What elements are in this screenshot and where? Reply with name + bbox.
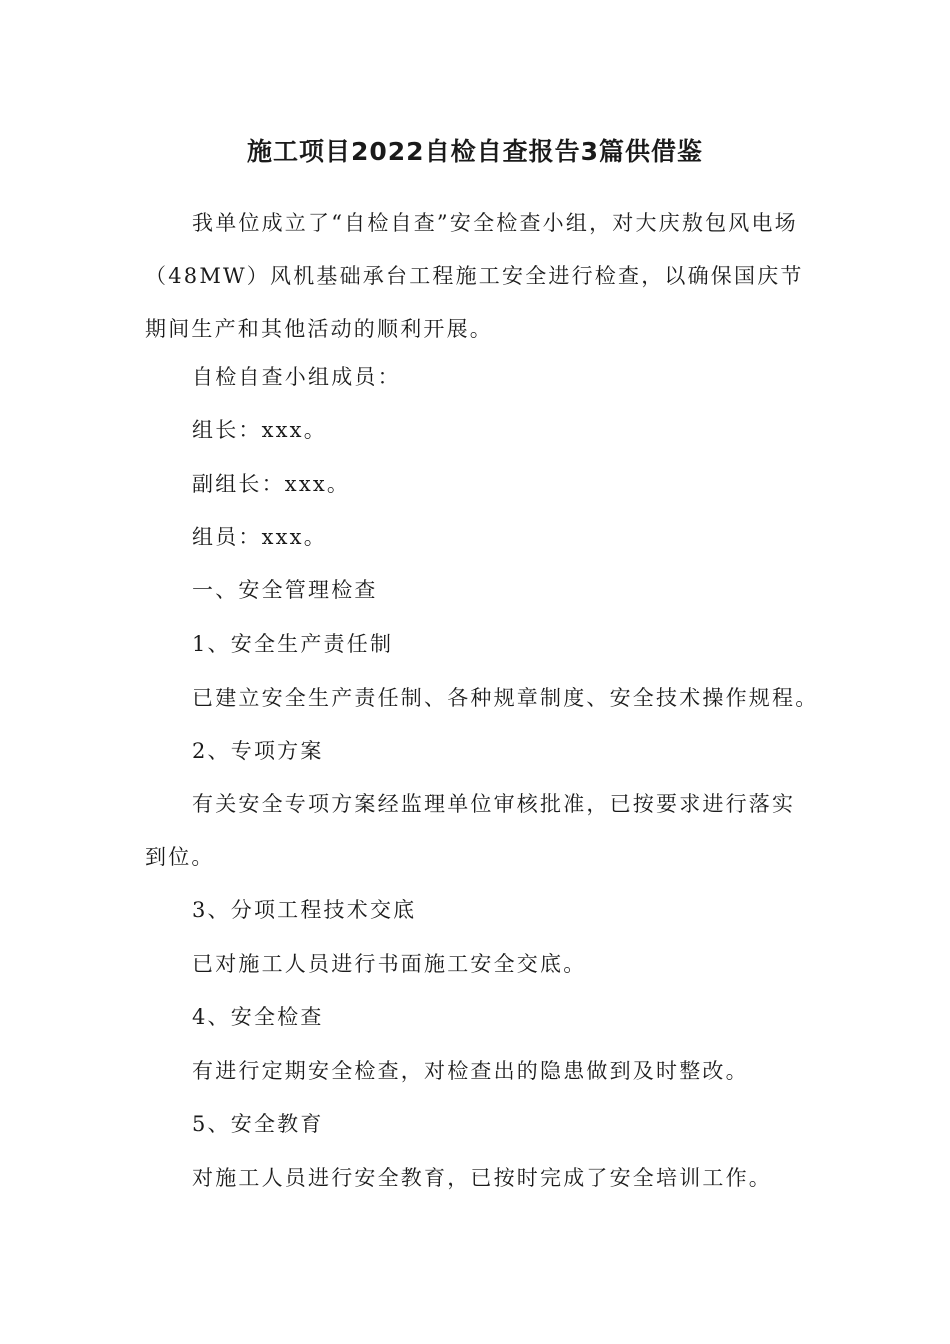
technical-briefing-text: 已对施工人员进行书面施工安全交底。	[192, 952, 587, 976]
subheading-technical-briefing: 3、分项工程技术交底	[192, 898, 417, 922]
subheading-safety-inspection: 4、安全检查	[192, 1005, 324, 1029]
special-plan-text: 有关安全专项方案经监理单位审核批准，已按要求进行落实到位。	[145, 792, 796, 869]
member-line: 组员：xxx。	[192, 525, 327, 549]
safety-education-text: 对施工人员进行安全教育，已按时完成了安全培训工作。	[192, 1166, 772, 1190]
intro-paragraph: 我单位成立了“自检自查”安全检查小组，对大庆敖包风电场（48MW）风机基础承台工程施工安全进行检查，以确保国庆节期间生产和其他活动的顺利开展。	[145, 211, 804, 341]
subheading-responsibility: 1、安全生产责任制	[192, 632, 394, 656]
leader-line: 组长：xxx。	[192, 418, 327, 442]
section-heading-safety-management: 一、安全管理检查	[192, 578, 378, 602]
members-heading: 自检自查小组成员：	[192, 365, 401, 389]
document-title: 施工项目2022自检自查报告3篇供借鉴	[247, 137, 703, 166]
responsibility-text: 已建立安全生产责任制、各种规章制度、安全技术操作规程。	[192, 686, 819, 710]
deputy-leader-line: 副组长：xxx。	[192, 472, 351, 496]
safety-inspection-text: 有进行定期安全检查，对检查出的隐患做到及时整改。	[192, 1059, 749, 1083]
subheading-special-plan: 2、专项方案	[192, 739, 324, 763]
subheading-safety-education: 5、安全教育	[192, 1112, 324, 1136]
